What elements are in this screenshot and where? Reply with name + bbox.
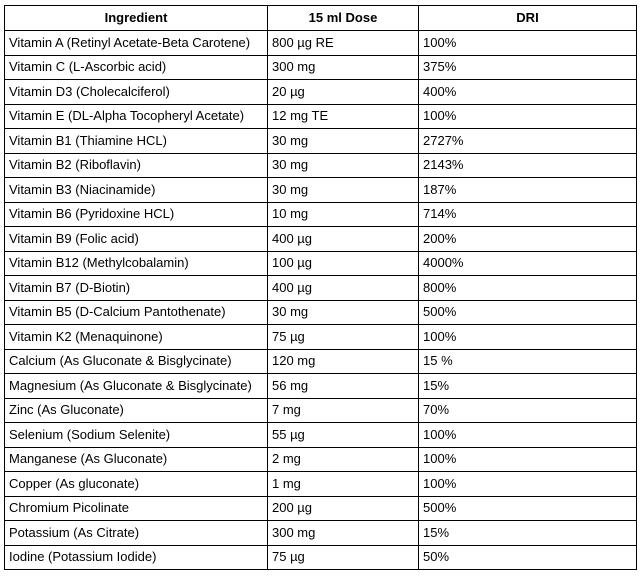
table-row [5,472,637,497]
dose-cell: 20 µg [268,80,419,105]
ingredient-cell: Vitamin B2 (Riboflavin) [5,153,268,178]
ingredient-cell: Vitamin B6 (Pyridoxine HCL) [5,202,268,227]
ingredient-cell: Chromium Picolinate [5,496,268,521]
ingredient-cell: Vitamin B9 (Folic acid) [5,227,268,252]
ingredient-cell: Vitamin B7 (D-Biotin) [5,276,268,301]
table-row [5,251,637,276]
table-row [5,398,637,423]
dri-cell: 800% [419,276,637,301]
dri-cell: 100% [419,423,637,448]
dose-cell: 75 µg [268,325,419,350]
dose-cell: 200 µg [268,496,419,521]
table-row [5,521,637,546]
ingredient-cell: Vitamin B12 (Methylcobalamin) [5,251,268,276]
dri-cell: 100% [419,447,637,472]
dri-cell: 500% [419,496,637,521]
dri-cell: 187% [419,178,637,203]
dri-cell: 100% [419,31,637,56]
table-row [5,55,637,80]
ingredient-cell: Vitamin D3 (Cholecalciferol) [5,80,268,105]
dose-cell: 30 mg [268,300,419,325]
dri-cell: 200% [419,227,637,252]
table-row [5,325,637,350]
dri-cell: 15 % [419,349,637,374]
ingredient-cell: Vitamin E (DL-Alpha Tocopheryl Acetate) [5,104,268,129]
dri-cell: 50% [419,545,637,570]
ingredient-cell: Vitamin C (L-Ascorbic acid) [5,55,268,80]
dose-cell: 7 mg [268,398,419,423]
dose-cell: 55 µg [268,423,419,448]
dose-cell: 400 µg [268,276,419,301]
table-row [5,447,637,472]
table-row [5,129,637,154]
dose-cell: 300 mg [268,521,419,546]
dri-cell: 2143% [419,153,637,178]
dri-cell: 400% [419,80,637,105]
dose-cell: 100 µg [268,251,419,276]
ingredient-cell: Iodine (Potassium Iodide) [5,545,268,570]
ingredient-cell: Zinc (As Gluconate) [5,398,268,423]
table-row [5,423,637,448]
table-row [5,349,637,374]
dri-cell: 4000% [419,251,637,276]
dri-cell: 15% [419,374,637,399]
table-row [5,374,637,399]
table-row [5,202,637,227]
dri-cell: 500% [419,300,637,325]
dose-cell: 30 mg [268,153,419,178]
ingredient-cell: Vitamin K2 (Menaquinone) [5,325,268,350]
ingredient-cell: Vitamin B1 (Thiamine HCL) [5,129,268,154]
table-row [5,31,637,56]
table-row [5,178,637,203]
dose-cell: 300 mg [268,55,419,80]
ingredient-cell: Magnesium (As Gluconate & Bisglycinate) [5,374,268,399]
ingredient-cell: Potassium (As Citrate) [5,521,268,546]
ingredient-cell: Calcium (As Gluconate & Bisglycinate) [5,349,268,374]
header-dri: DRI [419,6,637,31]
table-row [5,104,637,129]
dose-cell: 30 mg [268,178,419,203]
dose-cell: 10 mg [268,202,419,227]
dri-cell: 100% [419,104,637,129]
ingredient-cell: Vitamin B5 (D-Calcium Pantothenate) [5,300,268,325]
table-row [5,276,637,301]
nutrient-table [4,5,637,570]
dose-cell: 2 mg [268,447,419,472]
table-row [5,300,637,325]
dri-cell: 375% [419,55,637,80]
table-row [5,545,637,570]
table-row [5,496,637,521]
ingredient-cell: Copper (As gluconate) [5,472,268,497]
ingredient-cell: Manganese (As Gluconate) [5,447,268,472]
dri-cell: 714% [419,202,637,227]
dri-cell: 100% [419,472,637,497]
dose-cell: 120 mg [268,349,419,374]
dose-cell: 56 mg [268,374,419,399]
dose-cell: 1 mg [268,472,419,497]
dose-cell: 800 µg RE [268,31,419,56]
table-row [5,153,637,178]
header-ingredient: Ingredient [5,6,268,31]
dose-cell: 75 µg [268,545,419,570]
table-body [5,31,637,570]
dose-cell: 30 mg [268,129,419,154]
header-row [5,6,637,31]
ingredient-cell: Vitamin A (Retinyl Acetate-Beta Carotene) [5,31,268,56]
dri-cell: 100% [419,325,637,350]
dose-cell: 400 µg [268,227,419,252]
table-row [5,227,637,252]
table-row [5,80,637,105]
dose-cell: 12 mg TE [268,104,419,129]
header-dose: 15 ml Dose [268,6,419,31]
dri-cell: 70% [419,398,637,423]
dri-cell: 2727% [419,129,637,154]
dri-cell: 15% [419,521,637,546]
ingredient-cell: Vitamin B3 (Niacinamide) [5,178,268,203]
ingredient-cell: Selenium (Sodium Selenite) [5,423,268,448]
